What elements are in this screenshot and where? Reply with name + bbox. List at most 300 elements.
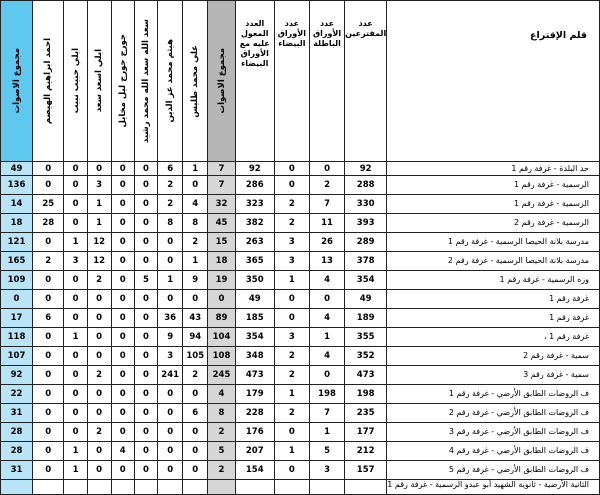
total-votes-cell[interactable]: 31 <box>1 461 33 480</box>
voters-cell[interactable]: 198 <box>345 385 387 404</box>
candidate-votes-cell[interactable]: 3 <box>64 252 87 271</box>
polling-station-cell[interactable] <box>387 423 600 442</box>
void-ballots-cell[interactable]: 1 <box>309 328 344 347</box>
candidate-header-4[interactable]: جورج جورج ليل مخايل <box>111 1 134 162</box>
candidate-votes-cell[interactable]: 0 <box>111 404 134 423</box>
polling-station-header[interactable]: قلم الإقتراع <box>387 1 600 162</box>
void-ballots-cell[interactable]: 4 <box>309 309 344 328</box>
candidate-votes-cell[interactable]: 0 <box>33 442 64 461</box>
candidate-votes-cell[interactable]: 0 <box>64 214 87 233</box>
voters-cell[interactable]: 92 <box>345 162 387 176</box>
voters-cell[interactable]: 355 <box>345 328 387 347</box>
candidate-votes-cell[interactable]: 25 <box>33 195 64 214</box>
candidate-votes-cell[interactable]: 0 <box>33 385 64 404</box>
candidate-votes-cell[interactable]: 0 <box>87 442 111 461</box>
blank-ballots-cell[interactable]: 3 <box>274 328 309 347</box>
candidate-votes-cell[interactable]: 0 <box>64 347 87 366</box>
polling-station-cell[interactable] <box>387 252 600 271</box>
empty-cell <box>274 480 309 495</box>
blank-ballots-cell[interactable]: 2 <box>274 404 309 423</box>
counted-ballots-cell[interactable]: 228 <box>235 404 274 423</box>
candidate-votes-cell[interactable]: 9 <box>183 271 208 290</box>
candidate-votes-cell[interactable]: 0 <box>64 385 87 404</box>
candidate-votes-cell[interactable]: 0 <box>134 309 157 328</box>
total-votes-cell[interactable]: 28 <box>1 442 33 461</box>
blank-ballots-header[interactable]: عدد الأوراق البيضاء <box>274 1 309 162</box>
candidate-votes-cell[interactable]: 0 <box>183 442 208 461</box>
counted-ballots-cell[interactable]: 207 <box>235 442 274 461</box>
voters-cell[interactable]: 393 <box>345 214 387 233</box>
total-votes-gray-cell[interactable]: 7 <box>208 176 235 195</box>
total-votes-gray-cell[interactable]: 18 <box>208 252 235 271</box>
candidate-votes-cell[interactable]: 0 <box>87 290 111 309</box>
candidate-votes-cell[interactable]: 1 <box>183 162 208 176</box>
blank-ballots-cell[interactable]: 0 <box>274 461 309 480</box>
polling-station-label: سمية - غرفة رقم 3 <box>523 370 589 379</box>
polling-station-label: حد البلدة - غرفة رقم 1 <box>511 163 589 173</box>
candidate-votes-cell[interactable]: 0 <box>33 366 64 385</box>
total-votes-gray-cell[interactable]: 108 <box>208 347 235 366</box>
blank-ballots-cell[interactable]: 2 <box>274 195 309 214</box>
candidate-votes-cell[interactable]: 2 <box>87 423 111 442</box>
total-votes-cell[interactable]: 118 <box>1 328 33 347</box>
table-row[interactable] <box>1 423 600 442</box>
candidate-votes-cell[interactable]: 0 <box>111 461 134 480</box>
empty-cell <box>64 480 87 495</box>
candidate-votes-cell[interactable]: 6 <box>158 162 183 176</box>
candidate-votes-cell[interactable]: 0 <box>111 385 134 404</box>
candidate-votes-cell[interactable]: 36 <box>158 309 183 328</box>
candidate-votes-cell[interactable]: 0 <box>64 195 87 214</box>
candidate-votes-cell[interactable]: 2 <box>158 195 183 214</box>
total-votes-cell[interactable]: 14 <box>1 195 33 214</box>
voters-cell[interactable]: 354 <box>345 271 387 290</box>
candidate-votes-cell[interactable]: 0 <box>134 162 157 176</box>
table-row[interactable] <box>1 442 600 461</box>
polling-station-label: الثانية الأرضية - ثانوية الشهيد أبو عبدو الرسمية - غرفة رقم 1 <box>387 480 589 489</box>
void-ballots-cell[interactable]: 2 <box>309 176 344 195</box>
table-row[interactable] <box>1 176 600 195</box>
candidate-header-7[interactable]: علي محمد طليس <box>183 1 208 162</box>
candidate-votes-cell[interactable]: 0 <box>64 423 87 442</box>
void-ballots-cell[interactable]: 11 <box>309 214 344 233</box>
candidate-votes-cell[interactable]: 2 <box>87 366 111 385</box>
void-ballots-cell[interactable]: 1 <box>309 423 344 442</box>
candidate-votes-cell[interactable]: 0 <box>64 271 87 290</box>
candidate-votes-cell[interactable]: 0 <box>134 461 157 480</box>
candidate-votes-cell[interactable]: 0 <box>134 176 157 195</box>
empty-cell <box>111 480 134 495</box>
table-row[interactable] <box>1 214 600 233</box>
table-row[interactable] <box>1 366 600 385</box>
counted-ballots-cell[interactable]: 176 <box>235 423 274 442</box>
counted-ballots-cell[interactable]: 323 <box>235 195 274 214</box>
total-votes-gray-cell[interactable]: 2 <box>208 423 235 442</box>
candidate-votes-cell[interactable]: 12 <box>87 252 111 271</box>
polling-station-cell[interactable] <box>387 233 600 252</box>
candidate-votes-cell[interactable]: 0 <box>111 214 134 233</box>
void-ballots-cell[interactable]: 4 <box>309 347 344 366</box>
candidate-votes-cell[interactable]: 0 <box>158 423 183 442</box>
candidate-votes-cell[interactable]: 0 <box>111 233 134 252</box>
total-votes-cell[interactable]: 17 <box>1 309 33 328</box>
voters-cell[interactable]: 189 <box>345 309 387 328</box>
total-votes-gray-cell[interactable]: 0 <box>208 290 235 309</box>
candidate-votes-cell[interactable]: 0 <box>64 366 87 385</box>
polling-station-label: الرسمية - غرفة رقم 1 <box>514 180 589 189</box>
counted-ballots-cell[interactable]: 348 <box>235 347 274 366</box>
polling-station-label: غرفة رقم 1 <box>549 294 589 303</box>
voters-cell[interactable]: 177 <box>345 423 387 442</box>
empty-cell <box>235 480 274 495</box>
table-row[interactable] <box>1 271 600 290</box>
counted-ballots-cell[interactable]: 263 <box>235 233 274 252</box>
candidate-votes-cell[interactable]: 6 <box>33 309 64 328</box>
blank-ballots-cell[interactable]: 1 <box>274 271 309 290</box>
void-ballots-cell[interactable]: 0 <box>309 162 344 176</box>
candidate-votes-cell[interactable]: 0 <box>64 290 87 309</box>
table-row[interactable] <box>1 195 600 214</box>
candidate-votes-cell[interactable]: 0 <box>64 309 87 328</box>
total-votes-cell[interactable]: 165 <box>1 252 33 271</box>
void-ballots-cell[interactable]: 0 <box>309 290 344 309</box>
candidate-votes-cell[interactable]: 0 <box>111 366 134 385</box>
empty-cell <box>309 480 344 495</box>
candidate-votes-cell[interactable]: 0 <box>183 385 208 404</box>
total-votes-cell[interactable]: 136 <box>1 176 33 195</box>
table-body <box>1 162 600 495</box>
candidate-votes-cell[interactable]: 2 <box>158 176 183 195</box>
voters-cell[interactable]: 235 <box>345 404 387 423</box>
candidate-votes-cell[interactable]: 1 <box>64 328 87 347</box>
blank-ballots-cell[interactable]: 1 <box>274 442 309 461</box>
candidate-votes-cell[interactable]: 0 <box>33 290 64 309</box>
blank-ballots-cell[interactable]: 3 <box>274 233 309 252</box>
table-row[interactable] <box>1 385 600 404</box>
candidate-votes-cell[interactable]: 0 <box>64 404 87 423</box>
voters-cell[interactable]: 352 <box>345 347 387 366</box>
candidate-votes-cell[interactable]: 0 <box>33 233 64 252</box>
candidate-votes-cell[interactable]: 0 <box>111 309 134 328</box>
counted-ballots-cell[interactable]: 365 <box>235 252 274 271</box>
candidate-header-5[interactable]: سعد الله سعد الله محمد رشيد <box>134 1 157 162</box>
total-votes-gray-cell[interactable]: 4 <box>208 385 235 404</box>
candidate-votes-cell[interactable]: 0 <box>87 309 111 328</box>
candidate-votes-cell[interactable]: 0 <box>111 290 134 309</box>
empty-cell <box>87 480 111 495</box>
candidate-votes-cell[interactable]: 2 <box>87 271 111 290</box>
total-votes-gray-cell[interactable]: 32 <box>208 195 235 214</box>
candidate-votes-cell[interactable]: 3 <box>158 347 183 366</box>
polling-station-label: الرسمية - غرفة رقم 1 <box>514 199 589 208</box>
candidate-votes-cell[interactable]: 0 <box>33 423 64 442</box>
blank-ballots-cell[interactable]: 1 <box>274 385 309 404</box>
polling-station-label: ف الروضات الطابق الأرضي - غرفة رقم 1 <box>448 389 589 398</box>
candidate-votes-cell[interactable]: 0 <box>33 404 64 423</box>
voters-cell[interactable]: 157 <box>345 461 387 480</box>
candidate-votes-cell[interactable]: 43 <box>183 309 208 328</box>
total-votes-cell[interactable]: 107 <box>1 347 33 366</box>
candidate-votes-cell[interactable]: 0 <box>134 195 157 214</box>
table-row-partial[interactable] <box>1 480 600 495</box>
header-row <box>1 1 600 162</box>
void-ballots-cell[interactable]: 7 <box>309 404 344 423</box>
total-votes-gray-cell[interactable]: 104 <box>208 328 235 347</box>
voters-cell[interactable]: 473 <box>345 366 387 385</box>
polling-station-label: ف الروضات الطابق الأرضي - غرفة رقم 3 <box>448 427 589 436</box>
void-ballots-cell[interactable]: 7 <box>309 195 344 214</box>
candidate-votes-cell[interactable]: 0 <box>134 328 157 347</box>
empty-cell <box>345 480 387 495</box>
candidate-votes-cell[interactable]: 241 <box>158 366 183 385</box>
blank-ballots-cell[interactable]: 0 <box>274 309 309 328</box>
empty-cell <box>183 480 208 495</box>
voters-cell[interactable]: 378 <box>345 252 387 271</box>
polling-station-label: غرفة رقم 1 <box>549 313 589 322</box>
total-votes-cell[interactable]: 121 <box>1 233 33 252</box>
counted-ballots-cell[interactable]: 382 <box>235 214 274 233</box>
table-row[interactable] <box>1 328 600 347</box>
void-ballots-cell[interactable]: 3 <box>309 461 344 480</box>
candidate-votes-cell[interactable]: 0 <box>134 366 157 385</box>
table-row[interactable] <box>1 309 600 328</box>
candidate-votes-cell[interactable]: 0 <box>33 271 64 290</box>
counted-ballots-cell[interactable]: 350 <box>235 271 274 290</box>
table-row[interactable] <box>1 404 600 423</box>
candidate-votes-cell[interactable]: 0 <box>111 271 134 290</box>
polling-station-cell[interactable] <box>387 290 600 309</box>
void-ballots-cell[interactable]: 0 <box>309 366 344 385</box>
voters-cell[interactable]: 289 <box>345 233 387 252</box>
polling-station-cell[interactable] <box>387 347 600 366</box>
polling-station-label: ف الروضات الطابق الأرضي - غرفة رقم 2 <box>448 408 589 417</box>
candidate-votes-cell[interactable]: 1 <box>64 442 87 461</box>
candidate-votes-cell[interactable]: 0 <box>64 176 87 195</box>
empty-cell <box>158 480 183 495</box>
candidate-votes-cell[interactable]: 0 <box>183 423 208 442</box>
candidate-votes-cell[interactable]: 0 <box>134 385 157 404</box>
polling-station-cell[interactable] <box>387 328 600 347</box>
candidate-votes-cell[interactable]: 1 <box>64 233 87 252</box>
empty-cell <box>134 480 157 495</box>
candidate-header-1[interactable]: احمد ابراهيم الهيصم <box>33 1 64 162</box>
void-ballots-cell[interactable]: 4 <box>309 271 344 290</box>
candidate-votes-cell[interactable]: 0 <box>33 328 64 347</box>
polling-station-cell[interactable] <box>387 195 600 214</box>
candidate-header-3[interactable]: ايلي اسعد سعد <box>87 1 111 162</box>
total-votes-gray-header[interactable]: مجموع الاصوات <box>208 1 235 162</box>
counted-ballots-header[interactable]: العدد المعول عليه مع الأوراق البيضاء <box>235 1 274 162</box>
candidate-votes-cell[interactable]: 0 <box>158 404 183 423</box>
polling-station-cell[interactable] <box>387 366 600 385</box>
voters-cell[interactable]: 330 <box>345 195 387 214</box>
candidate-votes-cell[interactable]: 0 <box>183 176 208 195</box>
candidate-votes-cell[interactable]: 0 <box>134 404 157 423</box>
blank-ballots-cell[interactable]: 3 <box>274 252 309 271</box>
total-votes-gray-cell[interactable]: 89 <box>208 309 235 328</box>
candidate-votes-cell[interactable]: 0 <box>87 404 111 423</box>
candidate-votes-cell[interactable]: 0 <box>87 347 111 366</box>
total-votes-cell[interactable]: 18 <box>1 214 33 233</box>
candidate-votes-cell[interactable]: 0 <box>111 195 134 214</box>
void-ballots-cell[interactable]: 26 <box>309 233 344 252</box>
candidate-votes-cell[interactable]: 2 <box>183 233 208 252</box>
total-votes-cell[interactable]: 28 <box>1 423 33 442</box>
candidate-votes-cell[interactable]: 4 <box>111 442 134 461</box>
candidate-votes-cell[interactable]: 0 <box>134 214 157 233</box>
candidate-votes-cell[interactable]: 1 <box>87 214 111 233</box>
void-ballots-header[interactable]: عدد الأوراق الباطلة <box>309 1 344 162</box>
candidate-votes-cell[interactable]: 0 <box>158 385 183 404</box>
voters-header[interactable]: عدد المقترعين <box>345 1 387 162</box>
polling-station-cell[interactable] <box>387 271 600 290</box>
candidate-votes-cell[interactable]: 0 <box>134 423 157 442</box>
polling-station-cell[interactable] <box>387 162 600 176</box>
total-votes-cell[interactable]: 109 <box>1 271 33 290</box>
polling-station-cell[interactable] <box>387 309 600 328</box>
candidate-votes-cell[interactable]: 0 <box>111 347 134 366</box>
polling-station-label: ف الروضات الطابق الأرضي - غرفة رقم 5 <box>448 465 589 474</box>
candidate-votes-cell[interactable]: 0 <box>134 252 157 271</box>
total-votes-header[interactable]: مجموع الاصوات <box>1 1 33 162</box>
total-votes-gray-cell[interactable]: 15 <box>208 233 235 252</box>
candidate-votes-cell[interactable]: 0 <box>33 176 64 195</box>
void-ballots-cell[interactable]: 198 <box>309 385 344 404</box>
voters-cell[interactable]: 49 <box>345 290 387 309</box>
total-votes-cell[interactable]: 0 <box>1 290 33 309</box>
polling-station-label: مدرسة بلانة الحيصا الرسمية - غرفة رقم 1 <box>447 237 589 246</box>
blank-ballots-cell[interactable]: 0 <box>274 162 309 176</box>
counted-ballots-cell[interactable]: 154 <box>235 461 274 480</box>
candidate-votes-cell[interactable]: 12 <box>87 233 111 252</box>
counted-ballots-cell[interactable]: 49 <box>235 290 274 309</box>
candidate-votes-cell[interactable]: 0 <box>158 252 183 271</box>
candidate-votes-cell[interactable]: 1 <box>158 271 183 290</box>
polling-station-label: ف الروضات الطابق الأرضي - غرفة رقم 4 <box>448 446 589 455</box>
counted-ballots-cell[interactable]: 179 <box>235 385 274 404</box>
polling-station-cell[interactable] <box>387 176 600 195</box>
counted-ballots-cell[interactable]: 286 <box>235 176 274 195</box>
candidate-votes-cell[interactable]: 2 <box>33 252 64 271</box>
polling-station-cell[interactable] <box>387 442 600 461</box>
table-row[interactable] <box>1 233 600 252</box>
candidate-votes-cell[interactable]: 5 <box>134 271 157 290</box>
candidate-votes-cell[interactable]: 0 <box>134 347 157 366</box>
total-votes-gray-cell[interactable]: 19 <box>208 271 235 290</box>
candidate-votes-cell[interactable]: 0 <box>33 347 64 366</box>
candidate-votes-cell[interactable]: 1 <box>183 252 208 271</box>
total-votes-gray-cell[interactable]: 8 <box>208 404 235 423</box>
candidate-votes-cell[interactable]: 0 <box>111 162 134 176</box>
blank-ballots-cell[interactable]: 0 <box>274 176 309 195</box>
candidate-votes-cell[interactable]: 4 <box>183 195 208 214</box>
polling-station-cell[interactable] <box>387 480 600 495</box>
candidate-votes-cell[interactable]: 0 <box>158 233 183 252</box>
total-votes-gray-cell[interactable]: 7 <box>208 162 235 176</box>
void-ballots-cell[interactable]: 5 <box>309 442 344 461</box>
candidate-votes-cell[interactable]: 0 <box>111 252 134 271</box>
candidate-votes-cell[interactable]: 0 <box>64 162 87 176</box>
table-row[interactable] <box>1 162 600 176</box>
candidate-votes-cell[interactable]: 8 <box>183 214 208 233</box>
counted-ballots-cell[interactable]: 354 <box>235 328 274 347</box>
candidate-votes-cell[interactable]: 0 <box>134 442 157 461</box>
candidate-votes-cell[interactable]: 0 <box>134 290 157 309</box>
candidate-votes-cell[interactable]: 0 <box>183 461 208 480</box>
table-row[interactable] <box>1 252 600 271</box>
voters-cell[interactable]: 288 <box>345 176 387 195</box>
candidate-votes-cell[interactable]: 105 <box>183 347 208 366</box>
candidate-votes-cell[interactable]: 0 <box>158 290 183 309</box>
voters-cell[interactable]: 212 <box>345 442 387 461</box>
candidate-votes-cell[interactable]: 8 <box>158 214 183 233</box>
blank-ballots-cell[interactable]: 2 <box>274 366 309 385</box>
candidate-votes-cell[interactable]: 6 <box>183 404 208 423</box>
candidate-header-6[interactable]: هيثم محمد عز الدين <box>158 1 183 162</box>
candidate-votes-cell[interactable]: 3 <box>87 176 111 195</box>
candidate-votes-cell[interactable]: 1 <box>87 195 111 214</box>
table-row[interactable] <box>1 461 600 480</box>
candidate-votes-cell[interactable]: 0 <box>183 290 208 309</box>
candidate-votes-cell[interactable]: 28 <box>33 214 64 233</box>
candidate-votes-cell[interactable]: 0 <box>111 176 134 195</box>
table-row[interactable] <box>1 290 600 309</box>
void-ballots-cell[interactable]: 13 <box>309 252 344 271</box>
polling-station-cell[interactable] <box>387 404 600 423</box>
polling-station-cell[interactable] <box>387 385 600 404</box>
total-votes-cell[interactable]: 22 <box>1 385 33 404</box>
total-votes-gray-cell[interactable]: 5 <box>208 442 235 461</box>
counted-ballots-cell[interactable]: 473 <box>235 366 274 385</box>
candidate-header-2[interactable]: ايلي حبيب نبيب <box>64 1 87 162</box>
counted-ballots-cell[interactable]: 92 <box>235 162 274 176</box>
candidate-votes-cell[interactable]: 0 <box>87 328 111 347</box>
candidate-votes-cell[interactable]: 0 <box>158 442 183 461</box>
candidate-votes-cell[interactable]: 94 <box>183 328 208 347</box>
polling-station-label: وزه الرسمية - غرفة رقم 1 <box>499 275 589 284</box>
candidate-votes-cell[interactable]: 0 <box>134 233 157 252</box>
candidate-votes-cell[interactable]: 0 <box>111 328 134 347</box>
blank-ballots-cell[interactable]: 0 <box>274 423 309 442</box>
total-votes-cell[interactable]: 92 <box>1 366 33 385</box>
table-row[interactable] <box>1 347 600 366</box>
polling-station-label: مدرسة بلانة الحيصا الرسمية - غرفة رقم 2 <box>447 256 589 265</box>
polling-station-label: سمية - غرفة رقم 2 <box>523 351 589 360</box>
candidate-votes-cell[interactable]: 0 <box>33 461 64 480</box>
candidate-votes-cell[interactable]: 1 <box>64 461 87 480</box>
blank-ballots-cell[interactable]: 0 <box>274 290 309 309</box>
polling-station-label: ، غرفة رقم 1 <box>543 332 589 341</box>
candidate-votes-cell[interactable]: 9 <box>158 328 183 347</box>
candidate-votes-cell[interactable]: 0 <box>87 162 111 176</box>
candidate-votes-cell[interactable]: 0 <box>87 385 111 404</box>
total-votes-cell[interactable]: 49 <box>1 162 33 176</box>
candidate-votes-cell[interactable]: 2 <box>183 366 208 385</box>
total-votes-gray-cell[interactable]: 2 <box>208 461 235 480</box>
total-votes-cell[interactable]: 31 <box>1 404 33 423</box>
blank-ballots-cell[interactable]: 2 <box>274 214 309 233</box>
polling-station-cell[interactable] <box>387 461 600 480</box>
counted-ballots-cell[interactable]: 185 <box>235 309 274 328</box>
candidate-votes-cell[interactable]: 0 <box>111 423 134 442</box>
candidate-votes-cell[interactable]: 0 <box>158 461 183 480</box>
total-votes-gray-cell[interactable]: 45 <box>208 214 235 233</box>
candidate-votes-cell[interactable]: 0 <box>33 162 64 176</box>
polling-station-cell[interactable] <box>387 214 600 233</box>
total-votes-gray-cell[interactable]: 245 <box>208 366 235 385</box>
candidate-votes-cell[interactable]: 0 <box>87 461 111 480</box>
blank-ballots-cell[interactable]: 2 <box>274 347 309 366</box>
